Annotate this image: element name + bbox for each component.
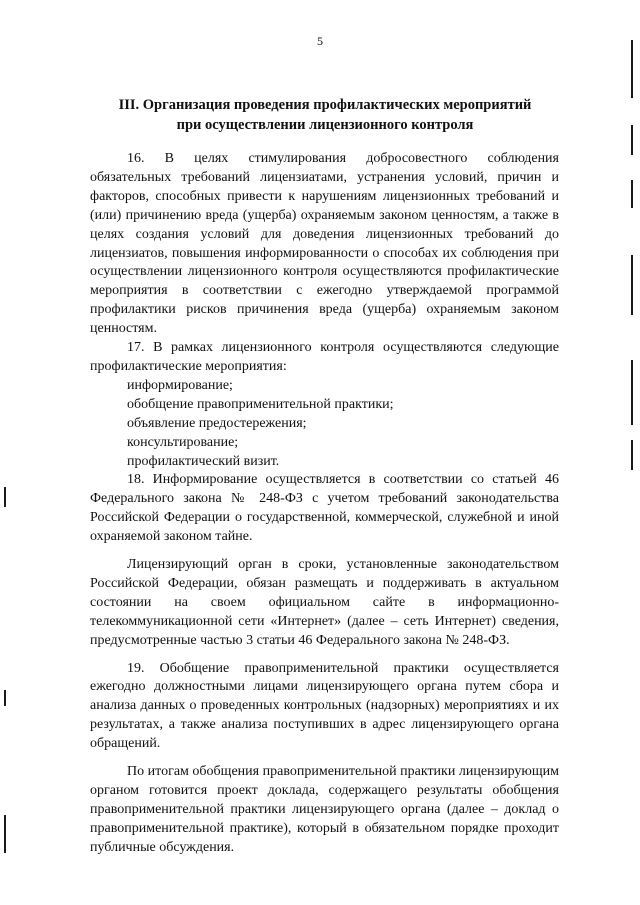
- scan-edge-mark: [631, 125, 633, 155]
- page-number: 5: [317, 34, 323, 48]
- paragraph-17: 17. В рамках лицензионного контроля осуществляются следующие профилактические мероприятия:: [90, 340, 559, 374]
- list-item: обобщение правоприменительной практики;: [127, 396, 394, 412]
- list-item: профилактический визит.: [127, 453, 280, 469]
- scan-edge-mark: [631, 440, 633, 470]
- paragraph-18-continued: Лицензирующий орган в сроки, установленные законодательством Российской Федерации, обязан размещать и поддерживать в актуальном состоянии на своем официальном сайте в информационно-телекоммуникационной сети «Интернет» (далее – сеть Интернет) сведения, предусмотренные частью 3 статьи 46 Федерального закона № 248-ФЗ.: [90, 557, 559, 648]
- scan-edge-mark: [631, 180, 633, 208]
- paragraph-18: 18. Информирование осуществляется в соответствии со статьей 46 Федерального закона № 248-ФЗ с учетом требований законодательства Российской Федерации о государственной, коммерческой, служебной и иной охраняемой законом тайне.: [90, 472, 559, 545]
- paragraph-16: 16. В целях стимулирования добросовестного соблюдения обязательных требований лицензиатами, устранения условий, причин и факторов, способных привести к нарушениям лицензионных требований и (или) причинению вреда (ущерба) охраняемым законом ценностям, а также в целях создания условий для доведения лицензионных требований до лицензиатов, повышения информированности о способах их соблюдения при осуществлении лицензионного контроля осуществляются профилактические мероприятия в соответствии с ежегодно утверждаемой программой профилактики рисков причинения вреда (ущерба) охраняемым законом ценностям.: [90, 151, 559, 337]
- scan-edge-mark: [631, 360, 633, 425]
- scan-edge-mark: [4, 815, 6, 853]
- list-item: консультирование;: [127, 434, 239, 450]
- paragraph-19-continued: По итогам обобщения правоприменительной практики лицензирующим органом готовится проект доклада, содержащего результаты обобщения правоприменительной практики лицензирующего органа (далее – доклад о правоприменительной практике), который в обязательном порядке проходит публичные обсуждения.: [90, 764, 559, 855]
- scan-edge-mark: [4, 487, 6, 507]
- scan-edge-mark: [4, 690, 6, 706]
- list-item: объявление предостережения;: [127, 415, 307, 431]
- section-title-line-2: при осуществлении лицензионного контроля: [176, 117, 474, 133]
- list-item: информирование;: [127, 377, 233, 393]
- paragraph-19: 19. Обобщение правоприменительной практики осуществляется ежегодно должностными лицами лицензирующего органа путем сбора и анализа данных о проведенных контрольных (надзорных) мероприятиях и их результатах, а также анализа поступивших в адрес лицензирующего органа обращений.: [90, 660, 559, 752]
- section-title-line-1: III. Организация проведения профилактических мероприятий: [118, 97, 532, 113]
- scan-edge-mark: [631, 40, 633, 98]
- section-title: [90, 95, 560, 135]
- scan-edge-mark: [631, 255, 633, 315]
- document-body: [90, 150, 559, 858]
